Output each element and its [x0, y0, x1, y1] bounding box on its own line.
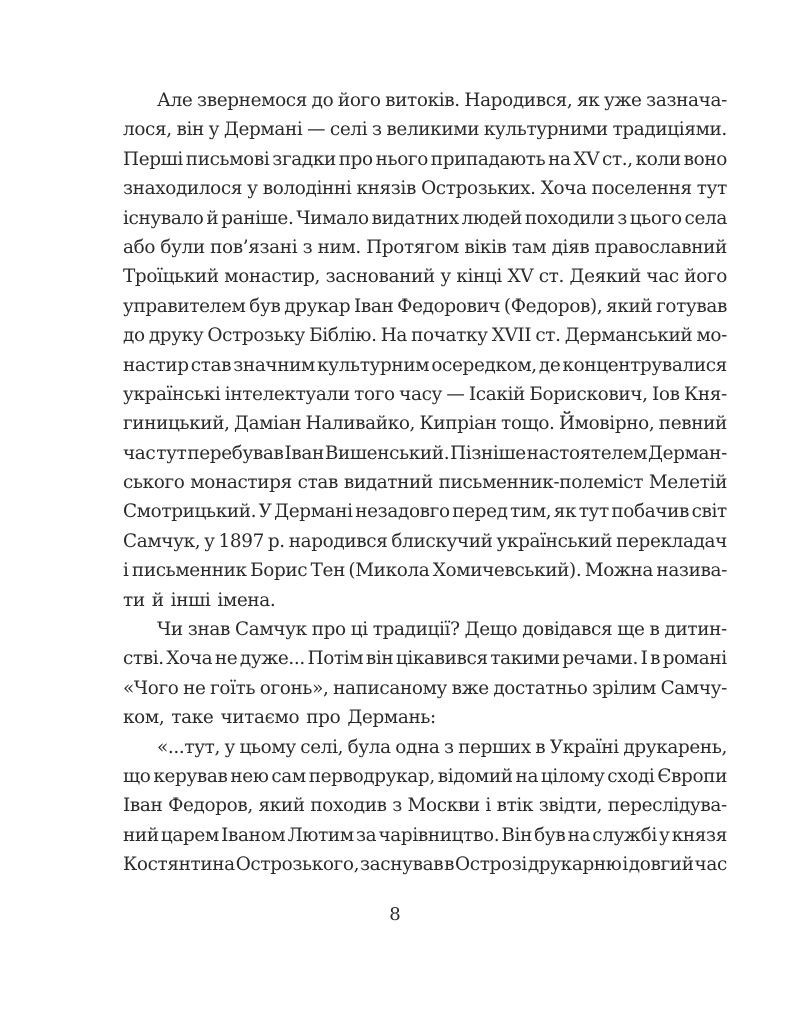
text-line: Чи знав Самчук про ці традиції? Дещо довідався ще в дитин- — [157, 619, 727, 641]
text-line: «...тут, у цьому селі, була одна з перших в Україні друкарень, — [157, 736, 727, 758]
body-text — [123, 86, 727, 880]
text-line: настир став значним культурним осередком, де концентрувалися — [123, 354, 727, 376]
text-line: або були пов’язані з ним. Протягом віків там діяв православний — [123, 236, 727, 258]
text-line: Іван Федоров, який походив з Москви і втік звідти, переслідува- — [123, 795, 727, 817]
text-line: гиницький, Даміан Наливайко, Кипріан тощо. Ймовірно, певний — [123, 413, 727, 435]
text-line: знаходилося у володінні князів Острозьких. Хоча поселення тут — [123, 178, 727, 200]
text-line: Троїцький монастир, заснований у кінці XV ст. Деякий час його — [123, 266, 727, 288]
text-line: час тут перебував Іван Вишенський. Пізніше настоятелем Дерман- — [123, 442, 727, 464]
text-line: Самчук, у 1897 р. народився блискучий український перекладач — [123, 530, 727, 552]
text-line: ний царем Іваном Лютим за чарівництво. Він був на службі у князя — [123, 824, 727, 846]
text-line: Перші письмові згадки про нього припадають на XV ст., коли воно — [123, 148, 727, 170]
text-line: «Чого не гоїть огонь», написаному вже достатньо зрілим Самчу- — [123, 677, 727, 699]
text-line: ського монастиря став видатний письменник-полеміст Мелетій — [123, 472, 727, 494]
text-line: українські інтелектуали того часу — Ісакій Борискович, Іов Кня- — [123, 383, 727, 405]
paragraph — [123, 86, 727, 615]
text-line: ком, таке читаємо про Дермань: — [123, 707, 436, 729]
text-line: існувало й раніше. Чимало видатних людей походили з цього села — [123, 207, 727, 229]
paragraph — [123, 733, 727, 880]
text-line: Костянтина Острозького, заснував в Острозі друкарню і довгий час — [123, 854, 727, 876]
text-line: ти й інші імена. — [123, 589, 276, 611]
text-line: що керував нею сам перводрукар, відомий на цілому сході Європи — [123, 765, 727, 787]
text-line: лося, він у Дермані — селі з великими культурними традиціями. — [123, 119, 727, 141]
page-number: 8 — [389, 904, 401, 925]
text-line: стві. Хоча не дуже... Потім він цікавився такими речами. І в романі — [123, 648, 727, 670]
text-line: Але звернемося до його витоків. Народився, як уже зазнача- — [157, 90, 727, 111]
text-line: до друку Острозьку Біблію. На початку XVII ст. Дерманський мо- — [123, 325, 727, 347]
paragraph — [123, 615, 727, 733]
text-line: Смотрицький. У Дермані незадовго перед тим, як тут побачив світ — [123, 501, 727, 523]
text-line: управителем був друкар Іван Федорович (Федоров), який готував — [123, 295, 727, 317]
text-line: і письменник Борис Тен (Микола Хомичевський). Можна назива- — [123, 560, 727, 582]
